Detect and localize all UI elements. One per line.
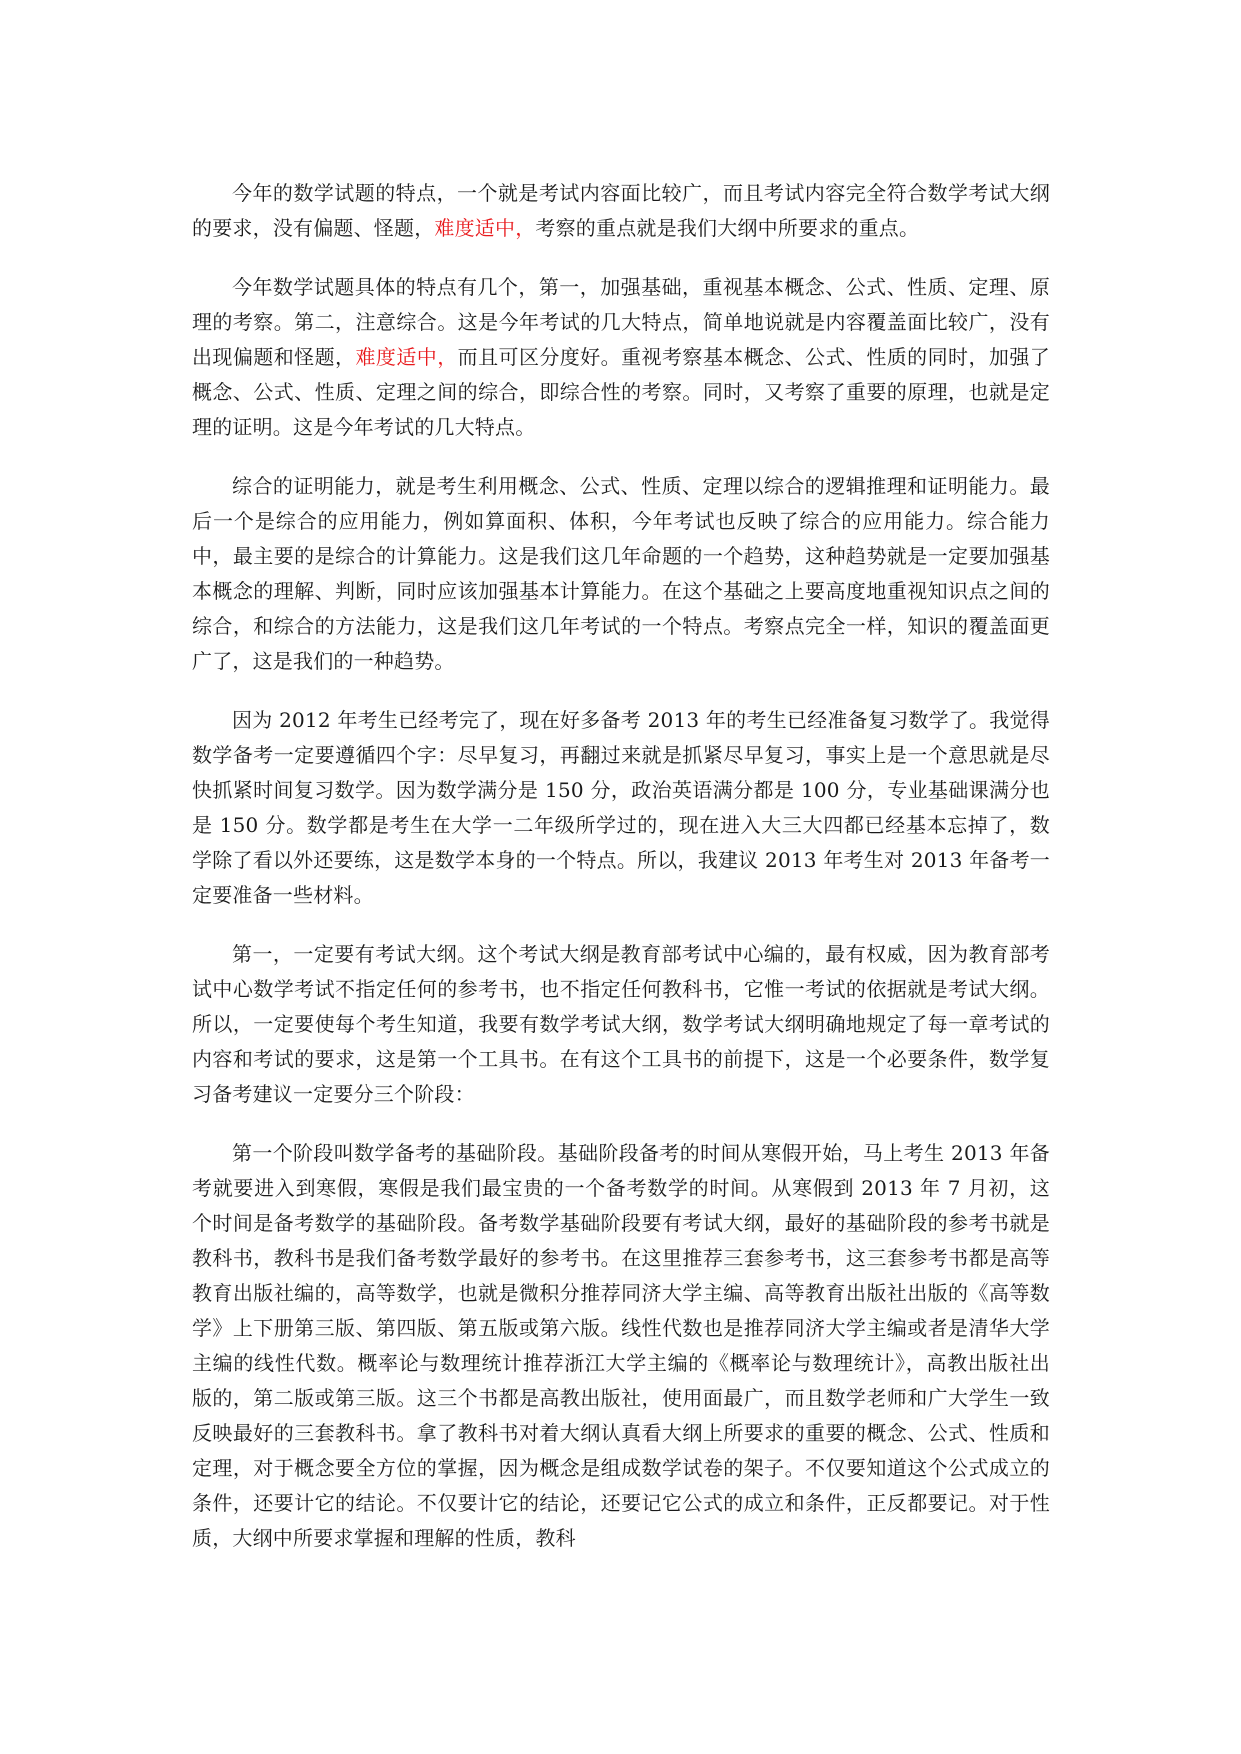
- paragraph-text: 第一，一定要有考试大纲。这个考试大纲是教育部考试中心编的，最有权威，因为教育部考试中心数学考试不指定任何的参考书，也不指定任何教科书，它惟一考试的依据就是考试大纲。所以，一定要使每个考生知道，我要有数学考试大纲，数学考试大纲明确地规定了每一章考试的内容和考试的要求，这是第一个工具书。在有这个工具书的前提下，这是一个必要条件，数学复习备考建议一定要分三个阶段：: [192, 942, 1050, 1106]
- highlighted-text: 难度适中，: [355, 345, 458, 369]
- paragraph: [192, 1136, 1050, 1556]
- paragraph-text: 而且可区分度好。重视考察基本概念、公式、性质的同时，加强了概念、公式、性质、定理之间的综合，即综合性的考察。同时，又考察了重要的原理，也就是定理的证明。这是今年考试的几大特点。: [192, 345, 1050, 439]
- paragraph-text: 第一个阶段叫数学备考的基础阶段。基础阶段备考的时间从寒假开始，马上考生 2013 年备考就要进入到寒假，寒假是我们最宝贵的一个备考数学的时间。从寒假到 2013 年 7 月初，这个时间是备考数学的基础阶段。备考数学基础阶段要有考试大纲，最好的基础阶段的参考书就是教科书，教科书是我们备考数学最好的参考书。在这里推荐三套参考书，这三套参考书都是高等教育出版社编的，高等数学，也就是微积分推荐同济大学主编、高等教育出版社出版的《高等数学》上下册第三版、第四版、第五版或第六版。线性代数也是推荐同济大学主编或者是清华大学主编的线性代数。概率论与数理统计推荐浙江大学主编的《概率论与数理统计》，高教出版社出版的，第二版或第三版。这三个书都是高教出版社，使用面最广，而且数学老师和广大学生一致反映最好的三套教科书。拿了教科书对着大纲认真看大纲上所要求的重要的概念、公式、性质和定理，对于概念要全方位的掌握，因为概念是组成数学试卷的架子。不仅要知道这个公式成立的条件，还要计它的结论。不仅要计它的结论，还要记它公式的成立和条件，正反都要记。对于性质，大纲中所要求掌握和理解的性质，教科: [192, 1141, 1050, 1550]
- paragraph-text: 今年的数学试题的特点，一个就是考试内容面比较广，而且考试内容完全符合数学考试大纲的要求，没有偏题、怪题，: [192, 181, 1050, 240]
- paragraph-text: 考察的重点就是我们大纲中所要求的重点。: [535, 216, 920, 240]
- document-body: [192, 176, 1050, 1580]
- paragraph: [192, 703, 1050, 913]
- paragraph: [192, 176, 1050, 246]
- paragraph: [192, 937, 1050, 1112]
- highlighted-text: 难度适中，: [434, 216, 536, 240]
- paragraph: [192, 270, 1050, 445]
- paragraph-text: 因为 2012 年考生已经考完了，现在好多备考 2013 年的考生已经准备复习数学了。我觉得数学备考一定要遵循四个字：尽早复习，再翻过来就是抓紧尽早复习，事实上是一个意思就是尽快抓紧时间复习数学。因为数学满分是 150 分，政治英语满分都是 100 分，专业基础课满分也是 150 分。数学都是考生在大学一二年级所学过的，现在进入大三大四都已经基本忘掉了，数学除了看以外还要练，这是数学本身的一个特点。所以，我建议 2013 年考生对 2013 年备考一定要准备一些材料。: [192, 708, 1050, 907]
- paragraph: [192, 469, 1050, 679]
- paragraph-text: 综合的证明能力，就是考生利用概念、公式、性质、定理以综合的逻辑推理和证明能力。最后一个是综合的应用能力，例如算面积、体积，今年考试也反映了综合的应用能力。综合能力中，最主要的是综合的计算能力。这是我们这几年命题的一个趋势，这种趋势就是一定要加强基本概念的理解、判断，同时应该加强基本计算能力。在这个基础之上要高度地重视知识点之间的综合，和综合的方法能力，这是我们这几年考试的一个特点。考察点完全一样，知识的覆盖面更广了，这是我们的一种趋势。: [192, 474, 1050, 673]
- paragraph-text: 今年数学试题具体的特点有几个，第一，加强基础，重视基本概念、公式、性质、定理、原理的考察。第二，注意综合。这是今年考试的几大特点，简单地说就是内容覆盖面比较广，没有出现偏题和怪题，: [192, 275, 1050, 369]
